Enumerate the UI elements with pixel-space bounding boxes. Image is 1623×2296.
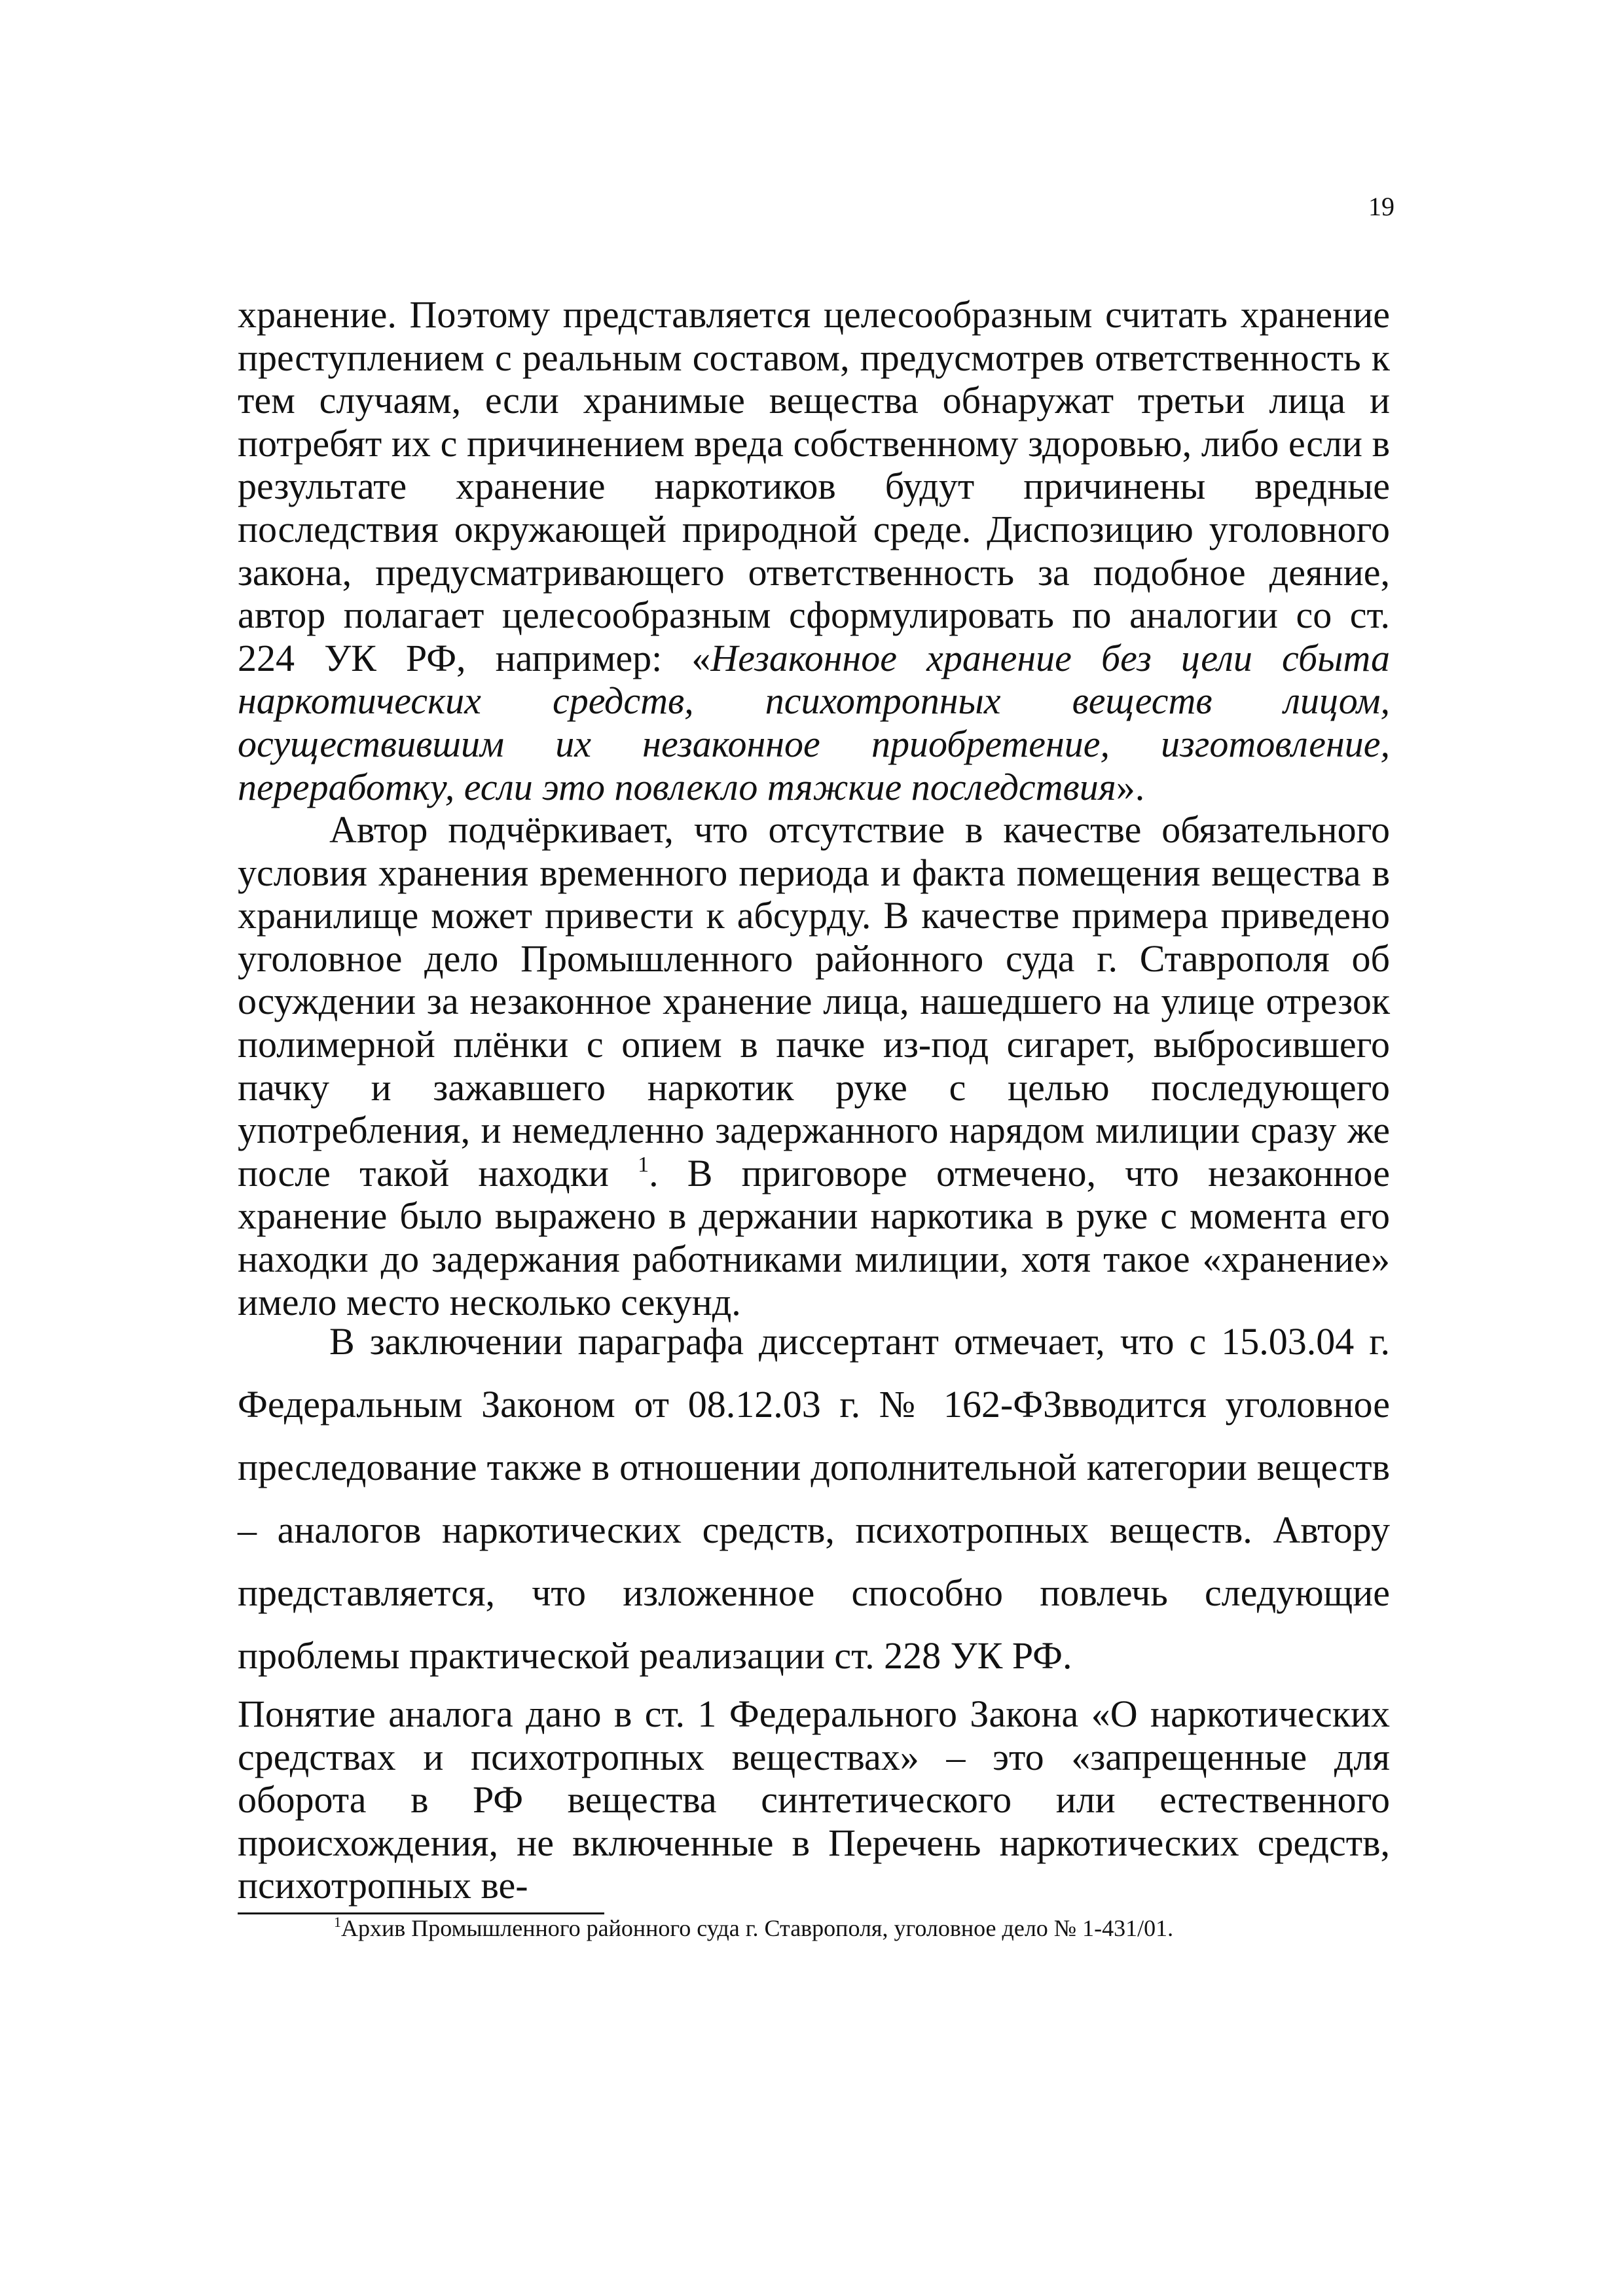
paragraph-3: [238, 1310, 1390, 1687]
paragraph-4-text: Понятие аналога дано в ст. 1 Федерального Закона «О наркотических средствах и психотропных веществах» – это «запрещенные для оборота в РФ вещества синтетического или естественного происхождения, не включенные в Перечень наркотических средств, психотропных ве-: [238, 1693, 1390, 1907]
paragraph-1-closing: ».: [1116, 765, 1145, 808]
footnote-reference[interactable]: 1: [638, 1152, 649, 1177]
footnote: [334, 1914, 1447, 1943]
footnote-text: Архив Промышленного районного суда г. Ставрополя, уголовное дело № 1-431/01.: [341, 1915, 1174, 1941]
paragraph-1: [238, 293, 1390, 808]
paragraph-1-text: хранение. Поэтому представляется целесообразным считать хранение преступлением с реальным составом, предусмотрев ответственность к тем случаям, если хранимые вещества обнаружат третьи лица и потребят их с причинением вреда собственному здоровью, либо если в результате хранение наркотиков будут причинены вредные последствия окружающей природной среде. Диспозицию уголовного закона, предусматривающего ответственность за подобное деяние, автор полагает целесообразным сформулировать по аналогии со ст. 224 УК РФ, например: «: [238, 293, 1390, 679]
footnote-mark: 1: [334, 1914, 341, 1930]
paragraph-3-text: В заключении параграфа диссертант отмечает, что с 15.03.04 г. Федеральным Законом от 08.12.03 г. № 162-ФЗвводится уголовное преследование также в отношении дополнительной категории веществ – аналогов наркотических средств, психотропных веществ. Автору представляется, что изложенное способно повлечь следующие проблемы практической реализации ст. 228 УК РФ.: [238, 1320, 1390, 1677]
page-number: 19: [1368, 192, 1395, 221]
paragraph-2: [238, 808, 1390, 1323]
paragraph-2-text-a: Автор подчёркивает, что отсутствие в качестве обязательного условия хранения временного периода и факта помещения вещества в хранилище может привести к абсурду. В качестве примера приведено уголовное дело Промышленного районного суда г. Ставрополя об осуждении за незаконное хранение лица, нашедшего на улице отрезок полимерной плёнки с опием в пачке из-под сигарет, выбросившего пачку и зажавшего наркотик руке с целью последующего употребления, и немедленно задержанного нарядом милиции сразу же после такой находки: [238, 808, 1390, 1194]
paragraph-4: [238, 1693, 1390, 1907]
paragraph-1-quote: Незаконное хранение без цели сбыта наркотических средств, психотропных веществ лицом, осуществившим их незаконное приобретение, изготовление, переработку, если это повлекло тяжкие последствия: [238, 636, 1390, 808]
paragraph-2-text-b: . В приговоре отмечено, что незаконное хранение было выражено в держании наркотика в руке с момента его находки до задержания работниками милиции, хотя такое «хранение» имело место несколько секунд.: [238, 1151, 1390, 1323]
